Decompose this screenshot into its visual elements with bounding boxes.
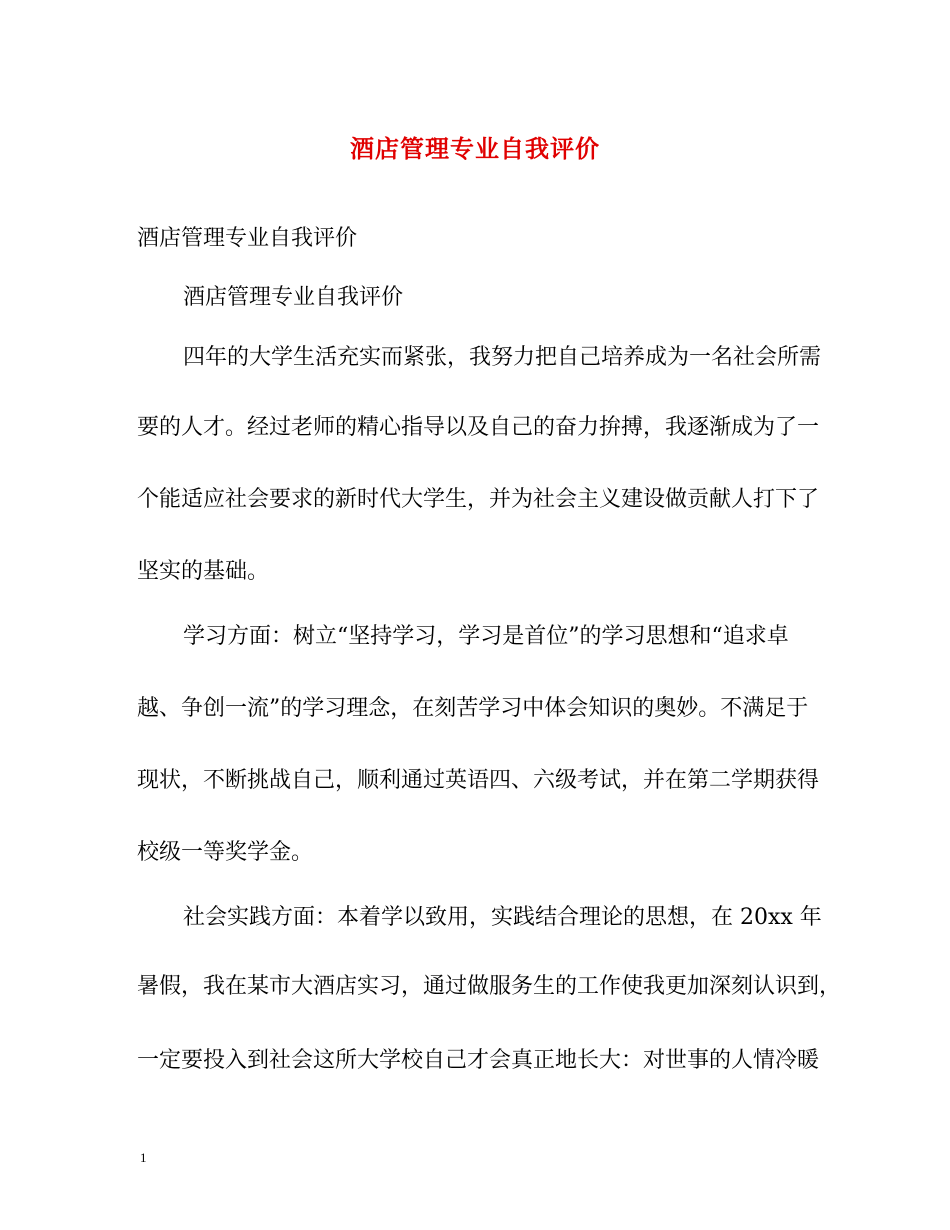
paragraph-line: 现状，不断挑战自己，顺利通过英语四、六级考试，并在第二学期获得 — [137, 768, 820, 793]
paragraph-line: 一定要投入到社会这所大学校自己才会真正地长大：对世事的人情冷暖 — [137, 1048, 820, 1073]
paragraph-line: 坚实的基础。 — [137, 559, 270, 584]
paragraph-line: 要的人才。经过老师的精心指导以及自己的奋力拚搏，我逐渐成为了一 — [137, 415, 820, 440]
paragraph-line: 越、争创一流”的学习理念，在刻苦学习中体会知识的奥妙。不满足于 — [137, 696, 809, 721]
paragraph-line: 学习方面：树立“坚持学习，学习是首位”的学习思想和“追求卓 — [183, 624, 789, 649]
paragraph-line: 个能适应社会要求的新时代大学生，并为社会主义建设做贡献人打下了 — [137, 487, 820, 512]
heading-line: 酒店管理专业自我评价 — [183, 285, 404, 310]
subtitle-line: 酒店管理专业自我评价 — [137, 226, 358, 251]
page-number: 1 — [140, 1150, 147, 1165]
document-title: 酒店管理专业自我评价 — [350, 134, 600, 163]
paragraph-line: 四年的大学生活充实而紧张，我努力把自己培养成为一名社会所需 — [183, 345, 822, 370]
paragraph-line: 社会实践方面：本着学以致用，实践结合理论的思想，在 20xx 年 — [183, 905, 822, 930]
paragraph-line: 暑假，我在某市大酒店实习，通过做服务生的工作使我更加深刻认识到， — [137, 974, 842, 999]
paragraph-line: 校级一等奖学金。 — [137, 840, 314, 865]
